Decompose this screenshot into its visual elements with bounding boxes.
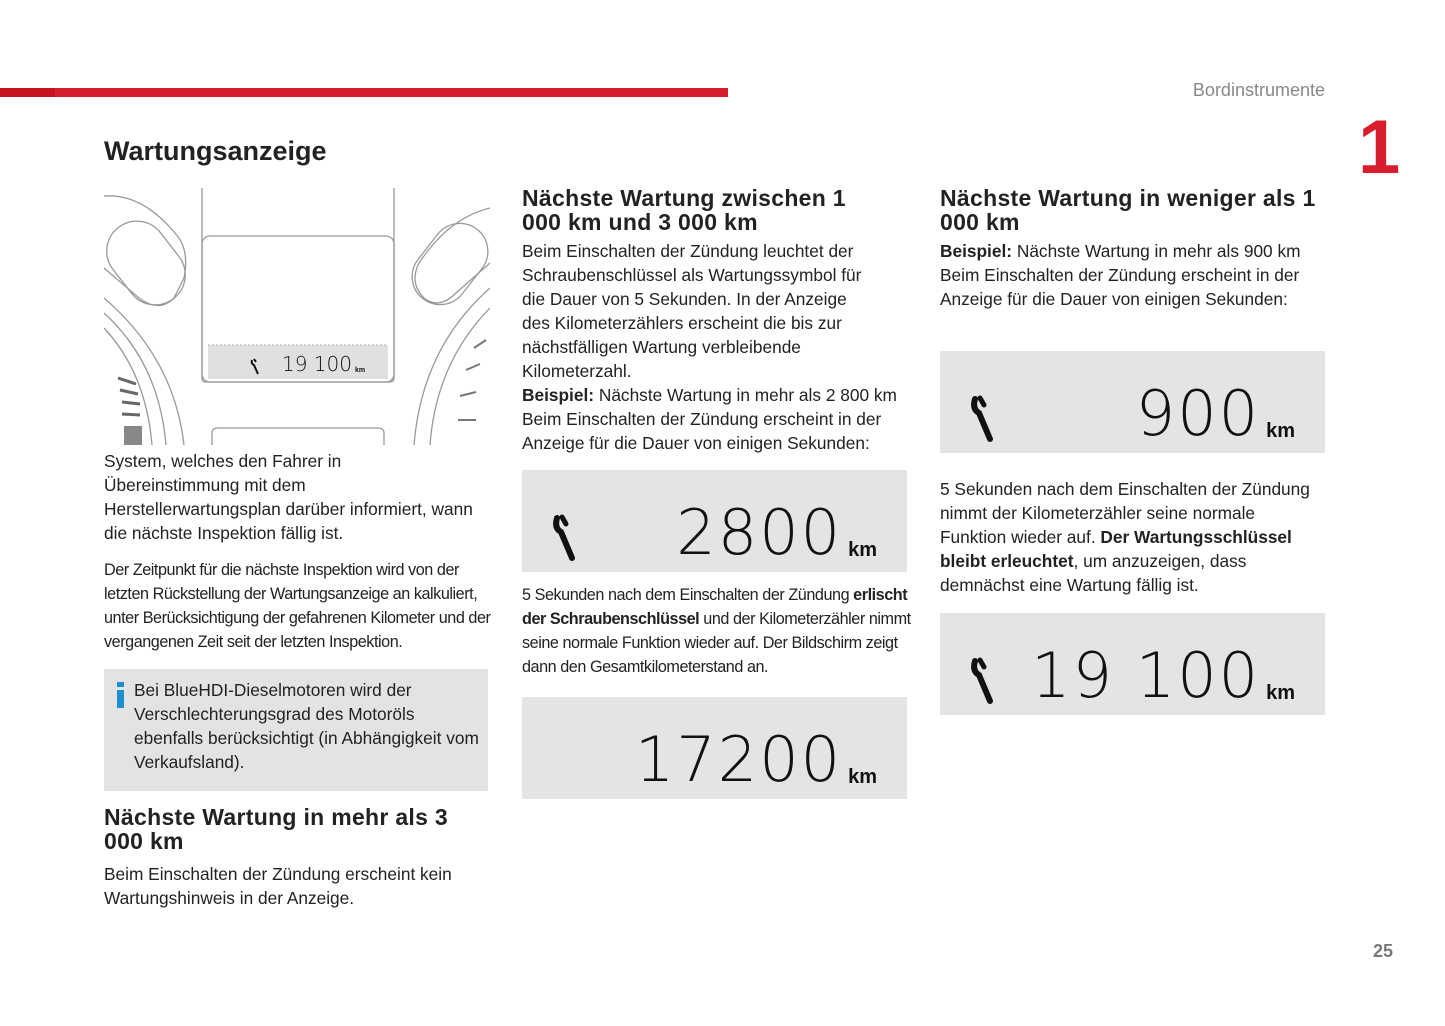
example-label: Beispiel: xyxy=(522,385,595,405)
header-red-bar xyxy=(0,88,728,97)
display-value: 900 xyxy=(1135,377,1261,450)
intro-text: System, welches den Fahrer in Übereinstimmung mit dem Herstellerwartungsplan darüber informiert, wann die nächste Inspektion fällig ist. xyxy=(104,451,473,543)
wrench-icon xyxy=(250,358,262,376)
display-2800 xyxy=(522,470,907,572)
detail-text: Der Zeitpunkt für die nächste Inspektion wird von der letzten Rückstellung der Wartungsanzeige an kalkuliert, unter Berücksichtigung der gefahrenen Kilometer und der vergangenen Zeit seit der letzten Inspektion. xyxy=(104,561,491,651)
display-unit: km xyxy=(1266,682,1295,704)
display-17200 xyxy=(522,697,907,799)
header-red-bar-accent xyxy=(0,88,55,97)
display-19100 xyxy=(940,613,1325,715)
info-box xyxy=(104,669,488,791)
wrench-icon xyxy=(552,514,578,562)
example-body: Nächste Wartung in mehr als 900 km Beim Einschalten der Zündung erscheint in der Anzeige für die Dauer von einigen Sekunden: xyxy=(940,241,1301,309)
display-value: 17200 xyxy=(634,723,843,796)
section-heading: Nächste Wartung in weniger als 1 000 km xyxy=(940,185,1316,235)
column-3 xyxy=(940,186,1332,715)
example-body: Nächste Wartung in mehr als 2 800 km Beim Einschalten der Zündung erscheint in der Anzeige für die Dauer von einigen Sekunden: xyxy=(522,385,897,453)
wrench-icon xyxy=(970,395,996,443)
info-icon xyxy=(117,682,124,708)
wrench-icon xyxy=(970,657,996,705)
chapter-number: 1 xyxy=(1358,105,1401,190)
page-number: 25 xyxy=(1373,941,1394,961)
example-label: Beispiel: xyxy=(940,241,1013,261)
column-1 xyxy=(104,449,496,910)
example-text xyxy=(940,239,1330,311)
info-text: Bei BlueHDI-Dieselmotoren wird der Verschlechterungsgrad des Motoröls ebenfalls berücksichtigt (in Abhängigkeit vom Verkaufsland). xyxy=(134,680,479,772)
page-title: Wartungsanzeige xyxy=(104,136,327,166)
display-unit: km xyxy=(848,766,877,788)
display-value: 19 100 xyxy=(1031,639,1261,712)
section-heading: Nächste Wartung zwischen 1 000 km und 3 000 km xyxy=(522,185,846,235)
odometer xyxy=(282,354,365,374)
section-text: Beim Einschalten der Zündung erscheint kein Wartungshinweis in der Anzeige. xyxy=(104,864,452,908)
instrument-cluster-illustration xyxy=(104,188,490,445)
section-heading: Nächste Wartung in mehr als 3 000 km xyxy=(104,804,448,854)
column-2 xyxy=(522,186,914,799)
display-unit: km xyxy=(848,539,877,561)
odometer-unit: km xyxy=(354,367,366,374)
after-text: 5 Sekunden nach dem Einschalten der Zündung nimmt der Kilometerzähler seine normale Funktion wieder auf. Der Wartungsschlüssel bleibt erleuchtet, um anzuzeigen, dass demnächst eine Wartung fällig ist. xyxy=(940,479,1310,595)
section-header: Bordinstrumente xyxy=(1192,80,1325,100)
odometer-readout: 19 100 xyxy=(282,352,352,376)
display-unit: km xyxy=(1266,420,1295,442)
section-text: Beim Einschalten der Zündung leuchtet der Schraubenschlüssel als Wartungssymbol für die Dauer von 5 Sekunden. In der Anzeige des Kilometerzählers erscheint die bis zur nächstfälligen Wartung verbleibende Kilometerzahl. xyxy=(522,241,862,381)
display-value: 2800 xyxy=(676,496,843,569)
display-900 xyxy=(940,351,1325,453)
after-text: 5 Sekunden nach dem Einschalten der Zündung erlischt der Schraubenschlüssel und der Kilometerzähler nimmt seine normale Funktion wieder auf. Der Bildschirm zeigt dann den Gesamtkilometerstand an. xyxy=(522,586,911,676)
example-text xyxy=(522,383,912,455)
